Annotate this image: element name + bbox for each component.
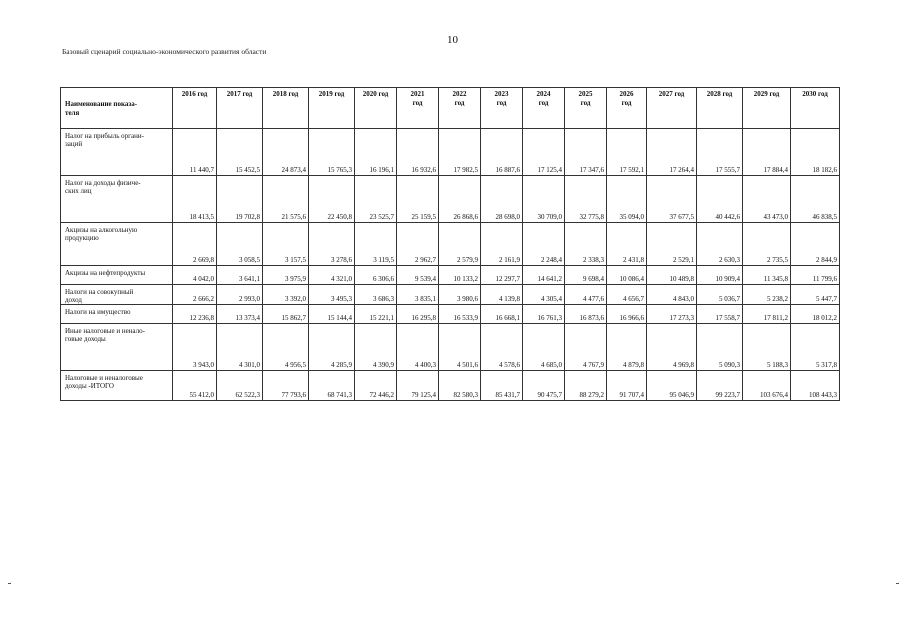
table-cell-value: 99 223,7 [697,371,743,401]
table-cell-value: 4 285,9 [309,324,355,371]
table-cell-value: 11 440,7 [173,129,217,176]
column-header-indicator: Наименование показа- теля [61,88,173,129]
table-cell-value: 4 767,9 [565,324,607,371]
table-cell-value: 4 305,4 [523,285,565,305]
row-label: Акцизы на нефтепродукты [61,266,173,285]
table-cell-value: 30 709,0 [523,176,565,223]
table-cell-value: 35 094,0 [607,176,647,223]
table-row [61,371,840,401]
row-label: Налог на прибыль органи- заций [61,129,173,176]
table-cell-value: 40 442,6 [697,176,743,223]
table-cell-value: 4 843,0 [647,285,697,305]
column-header-year: 2025 год [565,88,607,129]
table-cell-value: 82 580,3 [439,371,481,401]
table-row [61,324,840,371]
column-header-year: 2028 год [697,88,743,129]
table-cell-value: 5 238,2 [743,285,791,305]
table-cell-value: 4 956,5 [263,324,309,371]
table-cell-value: 17 125,4 [523,129,565,176]
table-cell-value: 15 862,7 [263,305,309,324]
table-cell-value: 17 555,7 [697,129,743,176]
table-cell-value: 3 686,3 [355,285,397,305]
page-edge-mark-left [8,583,11,584]
table-cell-value: 10 133,2 [439,266,481,285]
table-cell-value: 88 279,2 [565,371,607,401]
table-cell-value: 17 347,6 [565,129,607,176]
column-header-year: 2023 год [481,88,523,129]
page-edge-mark-right [896,583,899,584]
table-cell-value: 3 392,0 [263,285,309,305]
table-cell-value: 17 264,4 [647,129,697,176]
column-header-year: 2016 год [173,88,217,129]
table-cell-value: 4 969,8 [647,324,697,371]
table-cell-value: 68 741,3 [309,371,355,401]
table-cell-value: 4 390,9 [355,324,397,371]
table-cell-value: 9 539,4 [397,266,439,285]
table-cell-value: 17 273,3 [647,305,697,324]
column-header-year: 2030 год [791,88,840,129]
table-cell-value: 2 630,3 [697,223,743,266]
table-cell-value: 15 765,3 [309,129,355,176]
table-cell-value: 6 306,6 [355,266,397,285]
table-cell-value: 46 838,5 [791,176,840,223]
table-cell-value: 12 297,7 [481,266,523,285]
table-cell-value: 14 641,2 [523,266,565,285]
revenue-forecast-table [60,87,840,401]
table-row [61,176,840,223]
table-cell-value: 3 058,5 [217,223,263,266]
table-cell-value: 16 668,1 [481,305,523,324]
table-cell-value: 15 452,5 [217,129,263,176]
table-cell-value: 18 012,2 [791,305,840,324]
table-body [61,129,840,401]
table-cell-value: 2 529,1 [647,223,697,266]
table-cell-value: 16 761,3 [523,305,565,324]
column-header-year: 2027 год [647,88,697,129]
table-cell-value: 16 966,6 [607,305,647,324]
table-cell-value: 2 666,2 [173,285,217,305]
table-cell-value: 2 579,9 [439,223,481,266]
table-cell-value: 17 982,5 [439,129,481,176]
table-cell-value: 2 993,0 [217,285,263,305]
table-cell-value: 2 431,8 [607,223,647,266]
table-cell-value: 17 884,4 [743,129,791,176]
row-label: Налоги на совокупный доход [61,285,173,305]
table-row [61,223,840,266]
table-row [61,266,840,285]
table-cell-value: 4 139,8 [481,285,523,305]
table-cell-value: 10 489,8 [647,266,697,285]
table-cell-value: 108 443,3 [791,371,840,401]
table-cell-value: 21 575,6 [263,176,309,223]
table-cell-value: 2 735,5 [743,223,791,266]
table-cell-value: 4 321,0 [309,266,355,285]
column-header-year: 2024 год [523,88,565,129]
table-cell-value: 4 578,6 [481,324,523,371]
table-cell-value: 19 702,8 [217,176,263,223]
table-cell-value: 23 525,7 [355,176,397,223]
row-label: Акцизы на алкогольную продукцию [61,223,173,266]
table-cell-value: 72 446,2 [355,371,397,401]
table-cell-value: 11 799,6 [791,266,840,285]
table-row [61,129,840,176]
table-cell-value: 4 042,0 [173,266,217,285]
table-cell-value: 17 558,7 [697,305,743,324]
table-cell-value: 3 157,5 [263,223,309,266]
column-header-year: 2022 год [439,88,481,129]
table-cell-value: 18 182,6 [791,129,840,176]
table-cell-value: 2 338,3 [565,223,607,266]
table-cell-value: 15 221,1 [355,305,397,324]
table-cell-value: 91 707,4 [607,371,647,401]
table-cell-value: 3 119,5 [355,223,397,266]
page-number: 10 [447,34,458,46]
row-label: Налог на доходы физиче- ских лиц [61,176,173,223]
table-header-row [61,88,840,129]
table-cell-value: 24 873,4 [263,129,309,176]
column-header-year: 2018 год [263,88,309,129]
table-cell-value: 9 698,4 [565,266,607,285]
table-cell-value: 4 656,7 [607,285,647,305]
table-cell-value: 25 159,5 [397,176,439,223]
table-cell-value: 3 835,1 [397,285,439,305]
table-cell-value: 17 811,2 [743,305,791,324]
table-cell-value: 4 477,6 [565,285,607,305]
table-cell-value: 11 345,8 [743,266,791,285]
table-cell-value: 16 295,8 [397,305,439,324]
table-cell-value: 2 669,8 [173,223,217,266]
column-header-year: 2029 год [743,88,791,129]
table-cell-value: 28 698,0 [481,176,523,223]
table-cell-value: 4 685,0 [523,324,565,371]
table-cell-value: 13 373,4 [217,305,263,324]
table-cell-value: 10 909,4 [697,266,743,285]
table-cell-value: 3 980,6 [439,285,481,305]
table-cell-value: 26 868,6 [439,176,481,223]
row-label: Налоговые и неналоговые доходы -ИТОГО [61,371,173,401]
column-header-year: 2020 год [355,88,397,129]
table-cell-value: 5 188,3 [743,324,791,371]
table-cell-value: 12 236,8 [173,305,217,324]
table-cell-value: 37 677,5 [647,176,697,223]
table-cell-value: 85 431,7 [481,371,523,401]
table-cell-value: 5 090,3 [697,324,743,371]
table-cell-value: 4 301,0 [217,324,263,371]
table-cell-value: 3 975,9 [263,266,309,285]
table-cell-value: 55 412,0 [173,371,217,401]
row-label: Иные налоговые и ненало- говые доходы [61,324,173,371]
table-cell-value: 2 248,4 [523,223,565,266]
table-cell-value: 4 501,6 [439,324,481,371]
table-cell-value: 10 086,4 [607,266,647,285]
table-cell-value: 16 887,6 [481,129,523,176]
table-cell-value: 90 475,7 [523,371,565,401]
table-cell-value: 103 676,4 [743,371,791,401]
table-cell-value: 3 278,6 [309,223,355,266]
table-cell-value: 62 522,3 [217,371,263,401]
table-row [61,285,840,305]
column-header-year: 2026 год [607,88,647,129]
table-cell-value: 3 495,3 [309,285,355,305]
table-cell-value: 4 400,3 [397,324,439,371]
table-cell-value: 2 844,9 [791,223,840,266]
document-subtitle: Базовый сценарий социально-экономического развития области [62,47,267,56]
row-label: Налоги на имущество [61,305,173,324]
table-cell-value: 16 196,1 [355,129,397,176]
table-row [61,305,840,324]
table-cell-value: 79 125,4 [397,371,439,401]
table-cell-value: 5 447,7 [791,285,840,305]
column-header-year: 2017 год [217,88,263,129]
table-cell-value: 3 943,0 [173,324,217,371]
table-cell-value: 77 793,6 [263,371,309,401]
table-cell-value: 32 775,8 [565,176,607,223]
table-cell-value: 15 144,4 [309,305,355,324]
table-cell-value: 4 879,8 [607,324,647,371]
table-cell-value: 5 317,8 [791,324,840,371]
column-header-year: 2021 год [397,88,439,129]
table-cell-value: 22 450,8 [309,176,355,223]
table-cell-value: 3 641,1 [217,266,263,285]
table-cell-value: 16 533,9 [439,305,481,324]
table-cell-value: 17 592,1 [607,129,647,176]
table-cell-value: 95 046,9 [647,371,697,401]
column-header-year: 2019 год [309,88,355,129]
table-cell-value: 5 036,7 [697,285,743,305]
table-cell-value: 16 932,6 [397,129,439,176]
table-cell-value: 2 161,9 [481,223,523,266]
table-cell-value: 18 413,5 [173,176,217,223]
table-cell-value: 2 962,7 [397,223,439,266]
table-cell-value: 16 873,6 [565,305,607,324]
table-cell-value: 43 473,0 [743,176,791,223]
